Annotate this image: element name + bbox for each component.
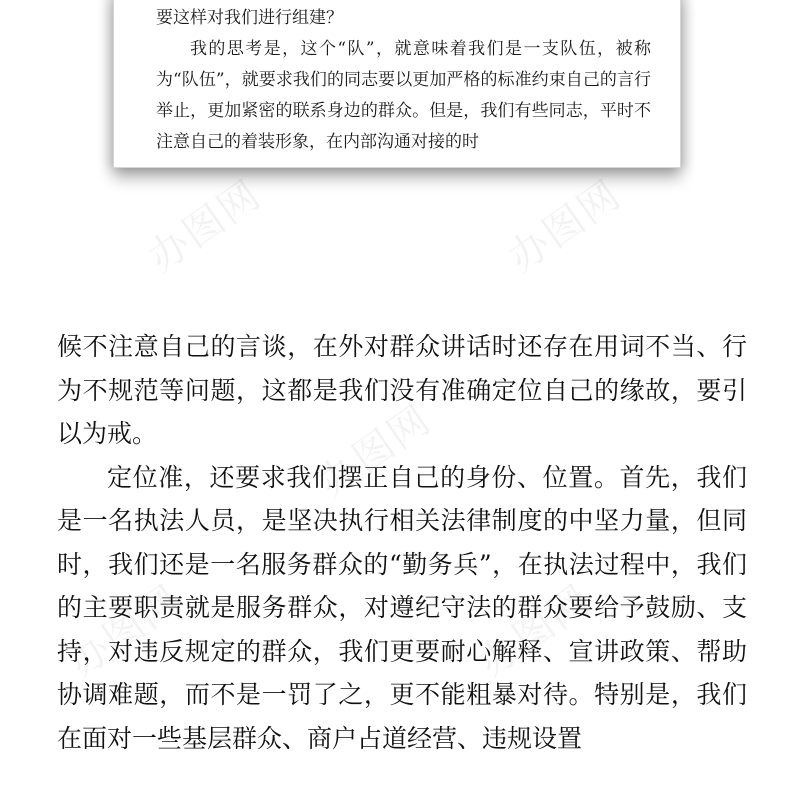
- body-paragraph-2: 定位准，还要求我们摆正自己的身份、位置。首先，我们是一名执法人员，是坚决执行相关法律制度的中坚力量，但同时，我们还是一名服务群众的“勤务兵”，在执法过程中，我们的主要职责就是服务群众，对遵纪守法的群众要给予鼓励、支持，对违反规定的群众，我们更要耐心解释、宣讲政策、帮助协调难题，而不是一罚了之，更不能粗暴对待。特别是，我们在面对一些基层群众、商户占道经营、违规设置: [57, 462, 747, 753]
- watermark: 办图网: [470, 576, 600, 687]
- excerpt-text: [156, 3, 651, 158]
- excerpt-paragraph-2: 我的思考是，这个“队”，就意味着我们是一支队伍，被称为“队伍”，就要求我们的同志要以更加严格的标准约束自己的言行举止，更加紧密的联系身边的群众。但是，我们有些同志，平时不注意自己的着装形象，在内部沟通对接的时: [156, 39, 651, 152]
- watermark: 办图网: [60, 576, 190, 687]
- document-body: [57, 325, 747, 760]
- body-paragraph-1: 候不注意自己的言谈，在外对群众讲话时还存在用词不当、行为不规范等问题，这都是我们没有准确定位自己的缘故，要引以为戒。: [57, 332, 747, 448]
- watermark: 办图网: [140, 171, 270, 282]
- excerpt-paragraph-1: 要这样对我们进行组建？: [156, 8, 343, 28]
- excerpt-card: [113, 0, 681, 168]
- watermark: 办图网: [500, 171, 630, 282]
- watermark: 办图网: [310, 396, 440, 507]
